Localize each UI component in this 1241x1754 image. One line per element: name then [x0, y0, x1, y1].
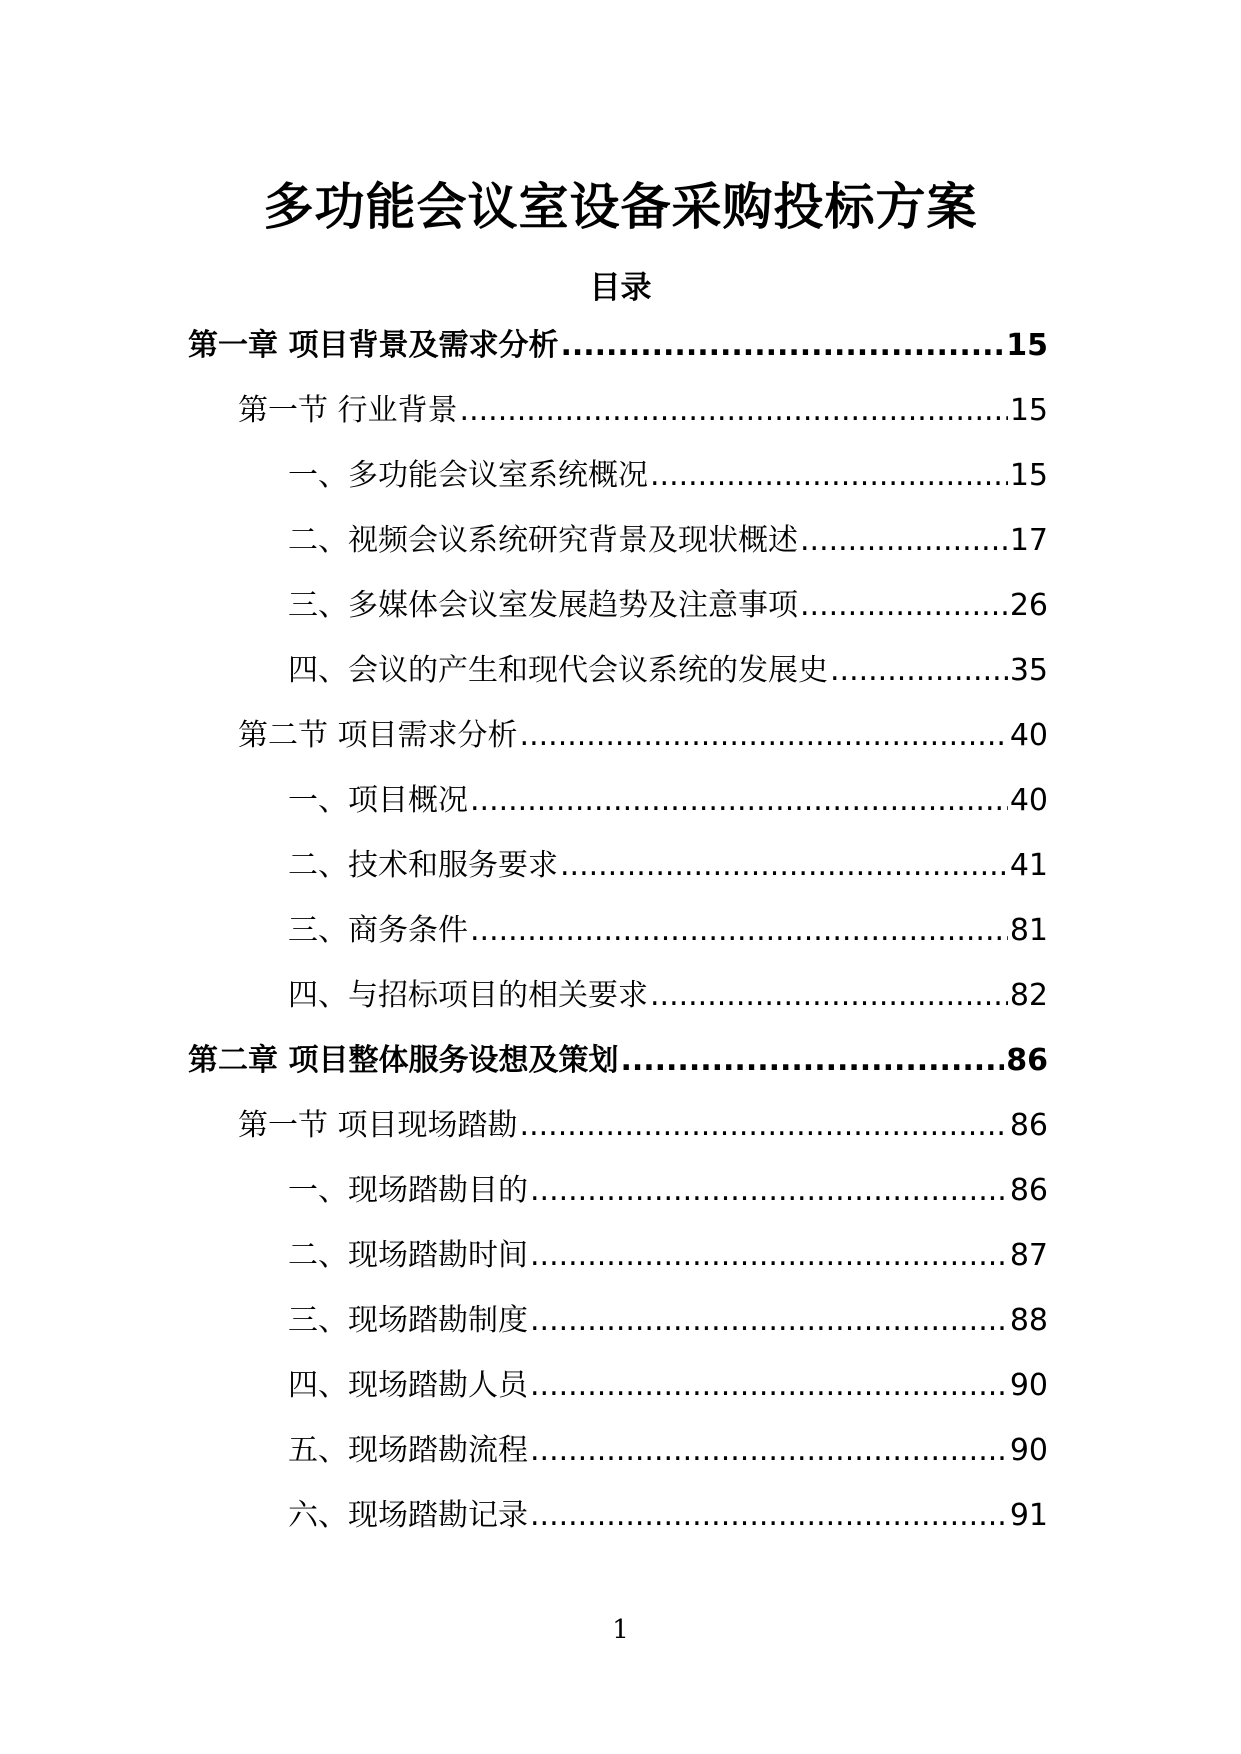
toc-dot-leader [470, 909, 1008, 953]
toc-entry-page: 81 [1009, 913, 1048, 948]
toc-entry-title: 六、现场踏勘记录 [288, 1498, 528, 1533]
toc-entry[interactable] [288, 1169, 1048, 1213]
toc-dot-leader [650, 974, 1008, 1018]
toc-entry-title: 一、多功能会议室系统概况 [288, 458, 648, 493]
toc-dot-leader [560, 324, 1004, 368]
toc-entry-title: 四、与招标项目的相关要求 [288, 978, 648, 1013]
toc-heading: 目录 [589, 270, 652, 306]
toc-entry-page: 86 [1009, 1173, 1048, 1208]
toc-dot-leader [460, 389, 1008, 433]
toc-entry[interactable] [238, 389, 1048, 433]
toc-entry-page: 90 [1009, 1433, 1048, 1468]
toc-entry-page: 26 [1009, 588, 1048, 623]
toc-entry-page: 15 [1006, 328, 1048, 363]
toc-dot-leader [530, 1429, 1008, 1473]
toc-entry[interactable] [188, 1039, 1048, 1083]
toc-dot-leader [800, 519, 1008, 563]
toc-entry-page: 17 [1009, 523, 1048, 558]
toc-entry-title: 第二节 项目需求分析 [238, 718, 518, 753]
toc-entry[interactable] [288, 1364, 1048, 1408]
toc-entry-title: 第二章 项目整体服务设想及策划 [188, 1043, 619, 1078]
toc-entry-title: 第一节 行业背景 [238, 393, 458, 428]
toc-entry[interactable] [238, 1104, 1048, 1148]
toc-entry-page: 15 [1009, 393, 1048, 428]
toc-dot-leader [530, 1169, 1008, 1213]
toc-entry-title: 二、视频会议系统研究背景及现状概述 [288, 523, 798, 558]
toc-dot-leader [530, 1494, 1008, 1538]
toc-entry-page: 82 [1009, 978, 1048, 1013]
toc-dot-leader [530, 1364, 1008, 1408]
toc-entry-title: 二、技术和服务要求 [288, 848, 558, 883]
toc-entry-title: 四、现场踏勘人员 [288, 1368, 528, 1403]
toc-entry-title: 二、现场踏勘时间 [288, 1238, 528, 1273]
toc-entry-page: 86 [1009, 1108, 1048, 1143]
toc-entry-page: 35 [1009, 653, 1048, 688]
toc-entry[interactable] [288, 779, 1048, 823]
toc-entry-page: 88 [1009, 1303, 1048, 1338]
toc-entry[interactable] [288, 1234, 1048, 1278]
toc-entry-title: 第一节 项目现场踏勘 [238, 1108, 518, 1143]
toc-entry-page: 41 [1009, 848, 1048, 883]
toc-dot-leader [520, 714, 1008, 758]
toc-entry-page: 90 [1009, 1368, 1048, 1403]
toc-dot-leader [830, 649, 1008, 693]
toc-entry[interactable] [288, 844, 1048, 888]
toc-dot-leader [530, 1299, 1008, 1343]
toc-entry[interactable] [288, 974, 1048, 1018]
toc-dot-leader [620, 1039, 1004, 1083]
toc-dot-leader [560, 844, 1008, 888]
toc-entry-page: 40 [1009, 783, 1048, 818]
toc-dot-leader [470, 779, 1008, 823]
toc-entry[interactable] [288, 454, 1048, 498]
toc-entry-title: 三、商务条件 [288, 913, 468, 948]
document-title: 多功能会议室设备采购投标方案 [263, 178, 978, 236]
toc-entry-page: 40 [1009, 718, 1048, 753]
toc-dot-leader [800, 584, 1008, 628]
toc-entry[interactable] [188, 324, 1048, 368]
page-number: 1 [612, 1615, 629, 1645]
toc-entry-title: 五、现场踏勘流程 [288, 1433, 528, 1468]
toc-entry-title: 第一章 项目背景及需求分析 [188, 328, 559, 363]
toc-entry[interactable] [288, 1494, 1048, 1538]
toc-entry-page: 15 [1009, 458, 1048, 493]
toc-entry[interactable] [288, 649, 1048, 693]
toc-entry[interactable] [288, 1299, 1048, 1343]
toc-entry[interactable] [238, 714, 1048, 758]
toc-entry[interactable] [288, 519, 1048, 563]
toc-entry-page: 87 [1009, 1238, 1048, 1273]
toc-entry-title: 三、现场踏勘制度 [288, 1303, 528, 1338]
toc-entry-title: 一、项目概况 [288, 783, 468, 818]
toc-entry[interactable] [288, 909, 1048, 953]
toc-dot-leader [520, 1104, 1008, 1148]
toc-entry-page: 86 [1006, 1043, 1048, 1078]
toc-entry-title: 四、会议的产生和现代会议系统的发展史 [288, 653, 828, 688]
toc-entry[interactable] [288, 584, 1048, 628]
toc-entry-title: 一、现场踏勘目的 [288, 1173, 528, 1208]
toc-entry-page: 91 [1009, 1498, 1048, 1533]
toc-entry[interactable] [288, 1429, 1048, 1473]
toc-dot-leader [650, 454, 1008, 498]
toc-entry-title: 三、多媒体会议室发展趋势及注意事项 [288, 588, 798, 623]
toc-dot-leader [530, 1234, 1008, 1278]
